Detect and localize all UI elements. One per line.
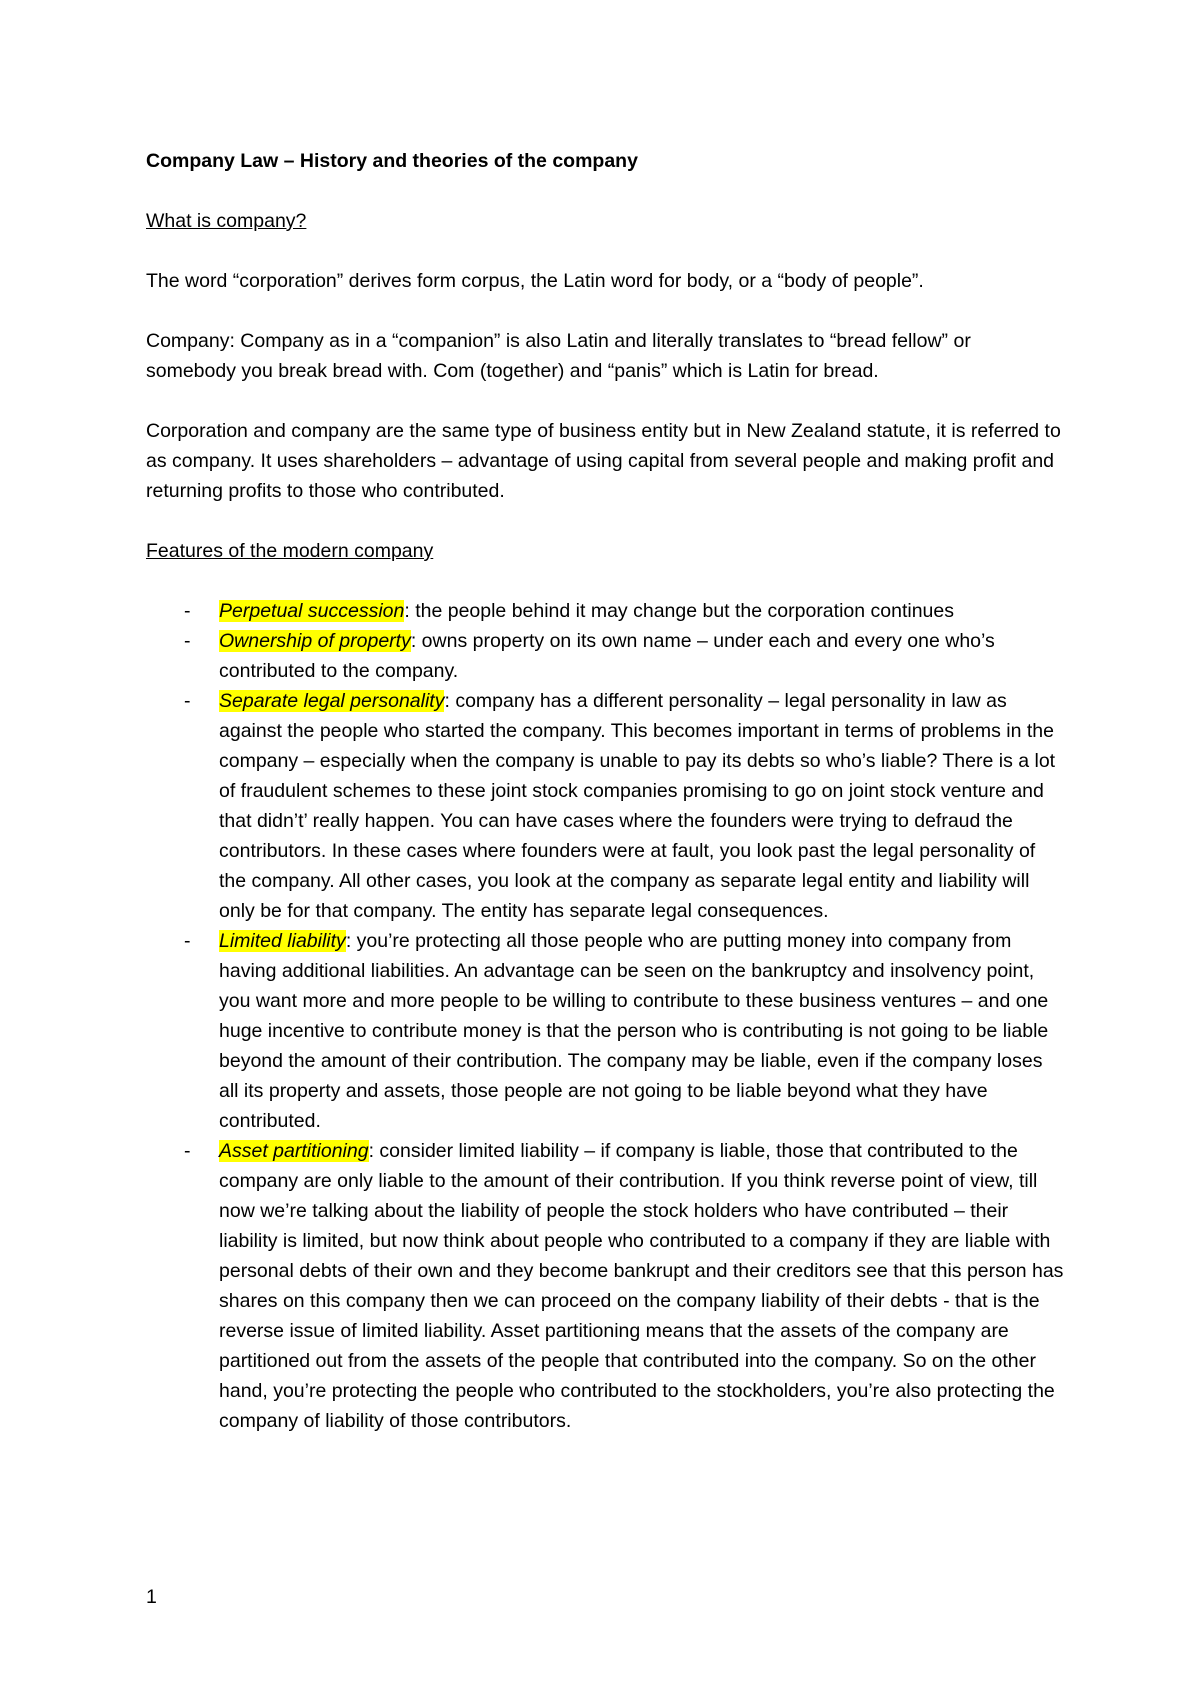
spacer bbox=[146, 176, 1066, 206]
highlighted-term: Separate legal personality bbox=[219, 690, 445, 712]
list-item-text: : you’re protecting all those people who are putting money into company from having additional liabilities. An advantage can be seen on the bankruptcy and insolvency point, you want more and more people to be willing to contribute to these business ventures – and one huge incentive to contribute money is that the person who is contributing is not going to be liable beyond the amount of their contribution. The company may be liable, even if the company loses all its property and assets, those people are not going to be liable beyond what they have contributed. bbox=[219, 930, 1049, 1132]
document-title: Company Law – History and theories of the company bbox=[146, 150, 638, 172]
highlighted-term: Limited liability bbox=[219, 930, 346, 952]
spacer bbox=[146, 236, 1066, 266]
section-heading-features: Features of the modern company bbox=[146, 540, 434, 562]
paragraph-company-origin: Company: Company as in a “companion” is also Latin and literally translates to “bread fellow” or somebody you break bread with. Com (together) and “panis” which is Latin for bread. bbox=[146, 330, 971, 382]
highlighted-term: Perpetual succession bbox=[219, 600, 405, 622]
list-item-perpetual-succession bbox=[146, 596, 1066, 626]
section-heading-what-is-company: What is company? bbox=[146, 210, 307, 232]
bullet-dash: - bbox=[184, 1140, 191, 1162]
bullet-dash: - bbox=[184, 630, 191, 652]
list-item-text: : consider limited liability – if company is liable, those that contributed to the company are only liable to the amount of their contribution. If you think reverse point of view, till now we’re talking about the liability of people the stock holders who have contributed – their liability is limited, but now think about people who contributed to a company if they are liable with personal debts of their own and they become bankrupt and their creditors see that this person has shares on this company then we can proceed on the company liability of their debts - that is the reverse issue of limited liability. Asset partitioning means that the assets of the company are partitioned out from the assets of the people that contributed into the company. So on the other hand, you’re protecting the people who contributed to the stockholders, you’re also protecting the company of liability of those contributors. bbox=[219, 1140, 1064, 1432]
list-item-asset-partitioning bbox=[146, 1136, 1066, 1436]
paragraph-corporation-origin: The word “corporation” derives form corpus, the Latin word for body, or a “body of people”. bbox=[146, 270, 924, 292]
list-item-ownership-of-property bbox=[146, 626, 1066, 686]
spacer bbox=[146, 296, 1066, 326]
highlighted-term: Asset partitioning bbox=[219, 1140, 369, 1162]
list-item-text: : the people behind it may change but the corporation continues bbox=[404, 600, 954, 622]
list-item-separate-legal-personality bbox=[146, 686, 1066, 926]
features-list bbox=[146, 596, 1066, 1436]
paragraph-corporation-vs-company: Corporation and company are the same type of business entity but in New Zealand statute, it is referred to as company. It uses shareholders – advantage of using capital from several people and making profit and returning profits to those who contributed. bbox=[146, 420, 1061, 502]
page-number: 1 bbox=[146, 1586, 157, 1608]
list-item-text: : company has a different personality – legal personality in law as against the people who started the company. This becomes important in terms of problems in the company – especially when the company is unable to pay its debts so who’s liable? There is a lot of fraudulent schemes to these joint stock companies promising to go on joint stock venture and that didn’t’ really happen. You can have cases where the founders were trying to defraud the contributors. In these cases where founders were at fault, you look past the legal personality of the company. All other cases, you look at the company as separate legal entity and liability will only be for that company. The entity has separate legal consequences. bbox=[219, 690, 1056, 922]
list-item-text: : owns property on its own name – under each and every one who’s contributed to the company. bbox=[219, 630, 995, 682]
bullet-dash: - bbox=[184, 600, 191, 622]
bullet-dash: - bbox=[184, 930, 191, 952]
document-body bbox=[146, 146, 1066, 1436]
bullet-dash: - bbox=[184, 690, 191, 712]
spacer bbox=[146, 506, 1066, 536]
spacer bbox=[146, 566, 1066, 596]
list-item-limited-liability bbox=[146, 926, 1066, 1136]
highlighted-term: Ownership of property bbox=[219, 630, 411, 652]
spacer bbox=[146, 386, 1066, 416]
